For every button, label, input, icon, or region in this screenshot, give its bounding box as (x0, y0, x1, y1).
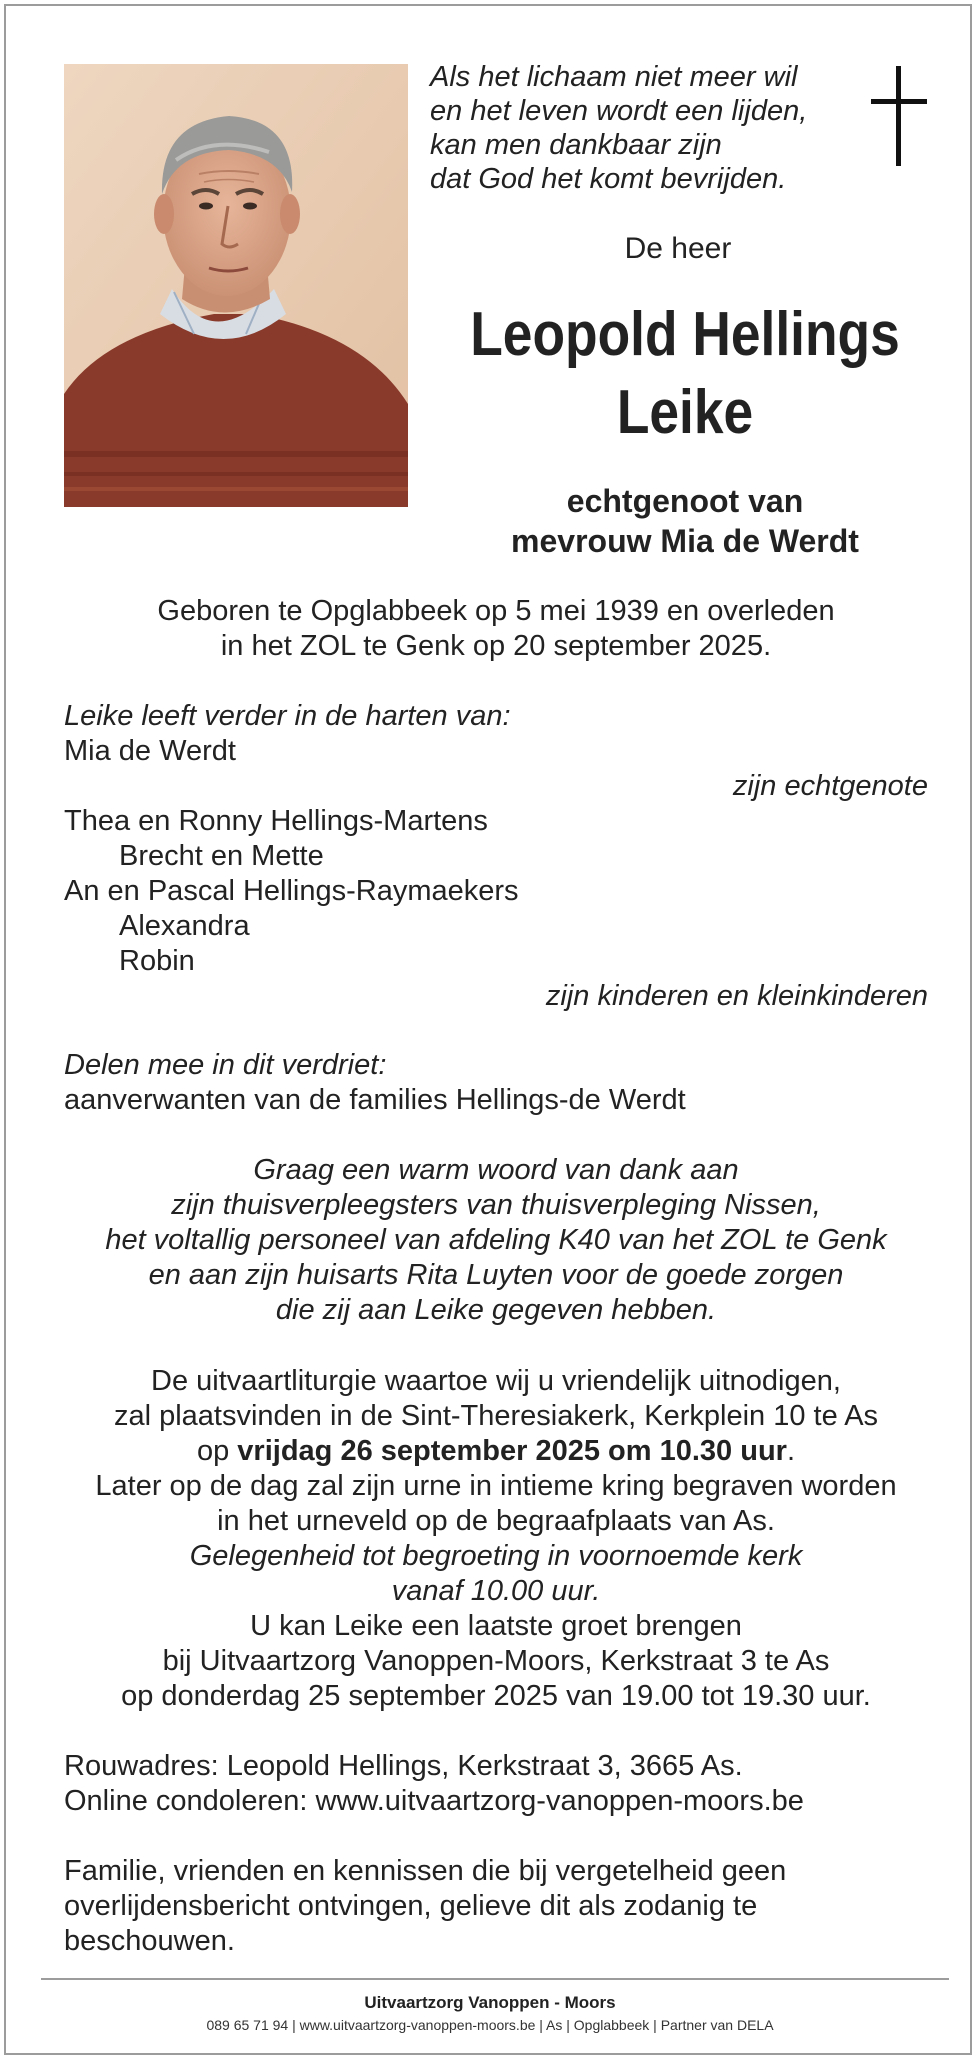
thanks-section (64, 1153, 928, 1328)
deceased-nickname: Leike (616, 378, 754, 447)
closing-note (64, 1854, 928, 1959)
funeral-line: Later op de dag zal zijn urne in intieme kring begraven worden (95, 1470, 897, 1502)
poem-line: kan men dankbaar zijn (430, 129, 722, 161)
funeral-line: zal plaatsvinden in de Sint-Theresiakerk, Kerkplein 10 te As (113, 1400, 879, 1432)
closing-line: beschouwen. (64, 1925, 235, 1957)
funeral-date-prefix: op (196, 1435, 238, 1467)
portrait-photo (64, 64, 408, 507)
spouse-info (430, 481, 940, 561)
grandchild: Robin (119, 945, 195, 977)
thanks-line: het voltallig personeel van afdeling K40 van het ZOL te Genk (105, 1224, 887, 1256)
grandchild: Alexandra (119, 910, 250, 942)
deceased-name (466, 296, 905, 452)
mourning-address: Rouwadres: Leopold Hellings, Kerkstraat 3, 3665 As. (64, 1750, 743, 1782)
survivors-section (64, 699, 928, 1014)
share-text: aanverwanten van de families Hellings-de Werdt (64, 1084, 686, 1116)
poem-line: Als het lichaam niet meer wil (430, 61, 798, 93)
funeral-line: Gelegenheid tot begroeting in voornoemde kerk (189, 1540, 803, 1572)
shared-grief-section (64, 1048, 928, 1118)
grandchildren: Brecht en Mette (119, 840, 324, 872)
funeral-date-suffix: . (786, 1435, 796, 1467)
footer-title: Uitvaartzorg Vanoppen - Moors (364, 1993, 616, 2012)
survivors-intro: Leike leeft verder in de harten van: (64, 700, 511, 732)
funeral-line: vanaf 10.00 uur. (391, 1575, 601, 1607)
contact-section (64, 1749, 928, 1819)
online-condolence-link[interactable]: Online condoleren: www.uitvaartzorg-vanoppen-moors.be (64, 1785, 804, 1817)
survivor-spouse-role: zijn echtgenote (732, 770, 928, 802)
spouse-label: echtgenoot van (566, 483, 804, 519)
thanks-line: Graag een warm woord van dank aan (253, 1154, 739, 1186)
closing-line: overlijdensbericht ontvingen, gelieve dit als zodanig te (64, 1890, 758, 1922)
funeral-line: op donderdag 25 september 2025 van 19.00 tot 19.30 uur. (121, 1680, 871, 1712)
thanks-line: en aan zijn huisarts Rita Luyten voor de goede zorgen (148, 1259, 844, 1291)
footer-info: 089 65 71 94 | www.uitvaartzorg-vanoppen-moors.be | As | Opglabbeek | Partner van DELA (206, 2017, 774, 2033)
funeral-date: vrijdag 26 september 2025 om 10.30 uur (237, 1435, 787, 1467)
thanks-line: zijn thuisverpleegsters van thuisverpleging Nissen, (171, 1189, 821, 1221)
children-role: zijn kinderen en kleinkinderen (545, 980, 928, 1012)
spouse-name: mevrouw Mia de Werdt (511, 523, 859, 559)
deceased-full-name: Leopold Hellings (470, 300, 900, 369)
child-family: An en Pascal Hellings-Raymaekers (64, 875, 519, 907)
funeral-line: De uitvaartliturgie waartoe wij u vriendelijk uitnodigen, (151, 1365, 841, 1397)
birth-line: Geboren te Opglabbeek op 5 mei 1939 en overleden (157, 595, 835, 627)
funeral-line: bij Uitvaartzorg Vanoppen-Moors, Kerkstraat 3 te As (162, 1645, 830, 1677)
closing-line: Familie, vrienden en kennissen die bij vergetelheid geen (64, 1855, 787, 1887)
thanks-line: die zij aan Leike gegeven hebben. (275, 1294, 717, 1326)
survivor-spouse: Mia de Werdt (64, 735, 236, 767)
cross-icon (871, 66, 927, 166)
share-intro: Delen mee in dit verdriet: (64, 1049, 387, 1081)
funeral-line: U kan Leike een laatste groet brengen (250, 1610, 742, 1642)
poem-line: dat God het komt bevrijden. (430, 163, 787, 195)
honorific: De heer (624, 232, 732, 265)
obituary-card (4, 4, 972, 2055)
death-line: in het ZOL te Genk op 20 september 2025. (220, 630, 772, 662)
poem (430, 60, 850, 196)
funeral-section (64, 1364, 928, 1714)
birth-death-info (64, 594, 928, 664)
poem-line: en het leven wordt een lijden, (430, 95, 808, 127)
child-family: Thea en Ronny Hellings-Martens (64, 805, 488, 837)
funeral-date-line (64, 1434, 928, 1469)
footer-divider (41, 1978, 949, 1980)
funeral-line: in het urneveld op de begraafplaats van As. (217, 1505, 775, 1537)
